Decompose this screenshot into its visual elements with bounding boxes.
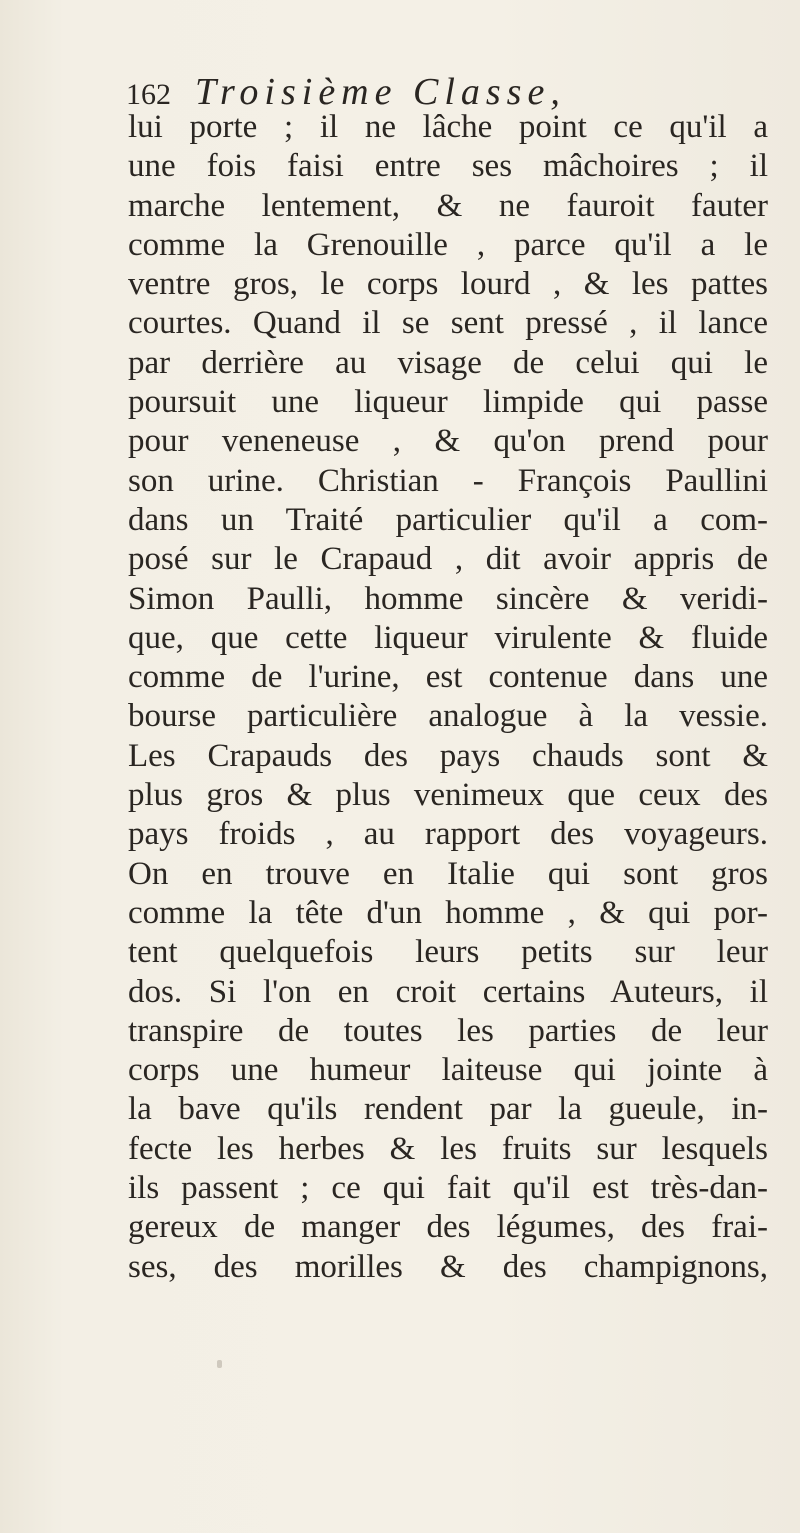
text-line: posé sur le Crapaud , dit avoir appris de: [128, 541, 768, 578]
text-line: ils passent ; ce qui fait qu'il est très-dan-: [128, 1170, 768, 1207]
text-line: pour veneneuse , & qu'on prend pour: [128, 423, 768, 460]
text-line: que, que cette liqueur virulente & fluide: [128, 619, 768, 656]
body-text: [128, 108, 768, 1287]
text-line: comme la Grenouille , parce qu'il a le: [128, 226, 768, 263]
text-line: dans un Traité particulier qu'il a com-: [128, 501, 768, 538]
running-title: Troisième Classe,: [195, 71, 566, 113]
text-line: une fois faisi entre ses mâchoires ; il: [128, 148, 768, 185]
text-line: bourse particulière analogue à la vessie.: [128, 698, 768, 735]
text-line: On en trouve en Italie qui sont gros: [128, 855, 768, 892]
text-line: pays froids , au rapport des voyageurs.: [128, 816, 768, 853]
text-line: transpire de toutes les parties de leur: [128, 1012, 768, 1049]
text-line: poursuit une liqueur limpide qui passe: [128, 384, 768, 421]
text-line: comme de l'urine, est contenue dans une: [128, 659, 768, 696]
text-line: gereux de manger des légumes, des frai-: [128, 1209, 768, 1246]
text-line: la bave qu'ils rendent par la gueule, in-: [128, 1091, 768, 1128]
text-line: Les Crapauds des pays chauds sont &: [128, 737, 768, 774]
text-line: plus gros & plus venimeux que ceux des: [128, 777, 768, 814]
page-number: 162: [126, 78, 171, 111]
text-line: par derrière au visage de celui qui le: [128, 344, 768, 381]
text-line: marche lentement, & ne fauroit fauter: [128, 187, 768, 224]
text-line: son urine. Christian - François Paullini: [128, 462, 768, 499]
text-line: Simon Paulli, homme sincère & veridi-: [128, 580, 768, 617]
text-line: fecte les herbes & les fruits sur lesquels: [128, 1130, 768, 1167]
text-line: comme la tête d'un homme , & qui por-: [128, 894, 768, 931]
text-line: corps une humeur laiteuse qui jointe à: [128, 1052, 768, 1089]
text-line: lui porte ; il ne lâche point ce qu'il a: [128, 109, 768, 145]
text-line: ventre gros, le corps lourd , & les pattes: [128, 266, 768, 303]
text-line: dos. Si l'on en croit certains Auteurs, il: [128, 973, 768, 1010]
text-line: courtes. Quand il se sent pressé , il lance: [128, 305, 768, 342]
paper-mark: [217, 1360, 222, 1368]
text-line: tent quelquefois leurs petits sur leur: [128, 934, 768, 971]
text-line: ses, des morilles & des champignons,: [128, 1248, 768, 1285]
